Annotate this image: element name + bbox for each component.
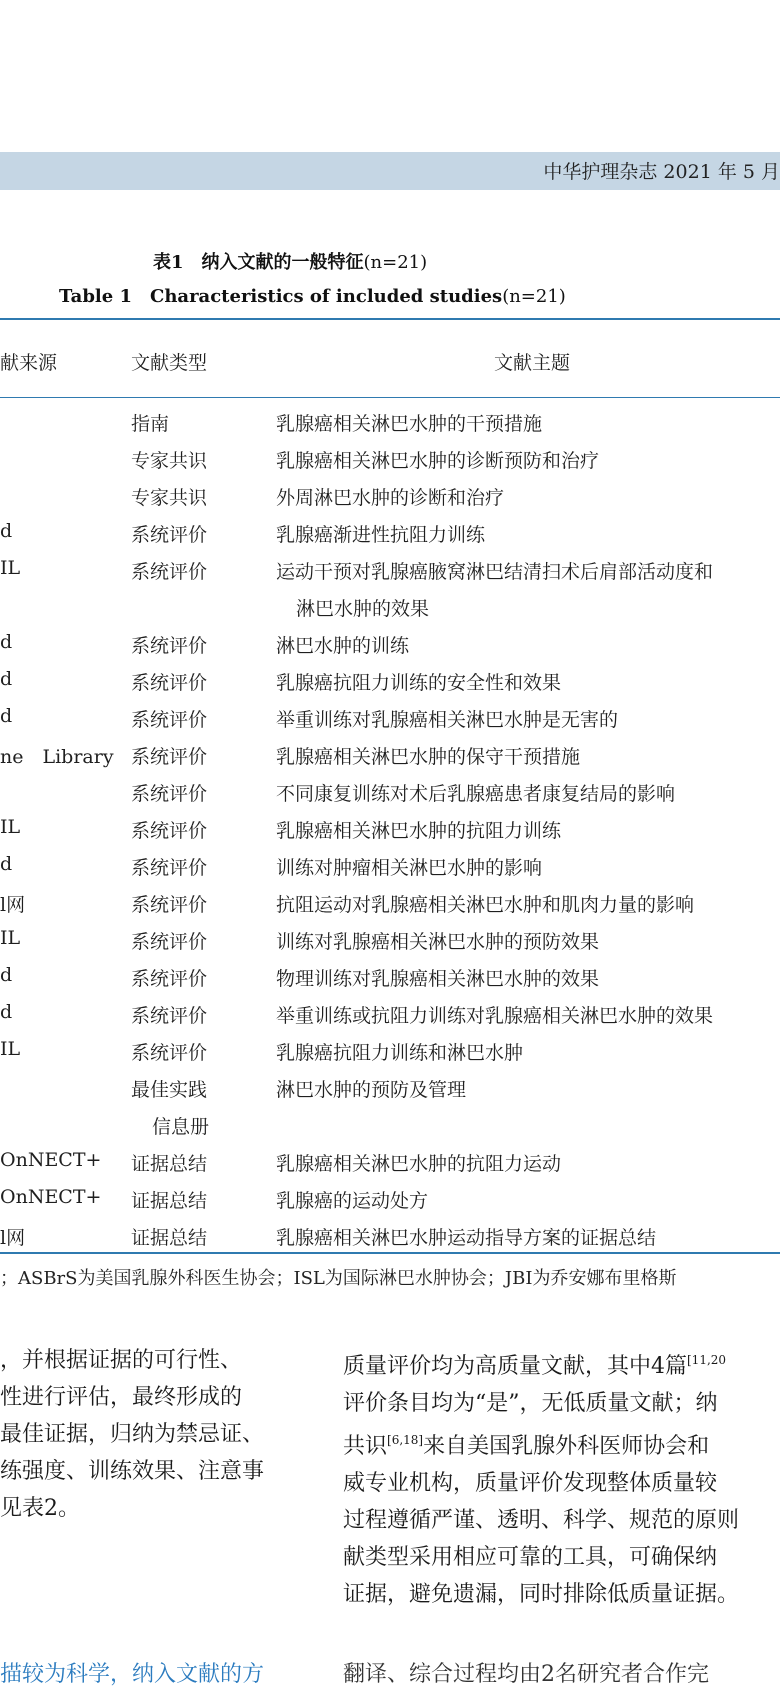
cell-type: 系统评价 [131,931,208,953]
citation-superscript: [11,20 [687,1353,727,1367]
cell-topic: 乳腺癌相关淋巴水肿的诊断预防和治疗 [276,450,600,472]
cell-topic: 乳腺癌抗阻力训练和淋巴水肿 [276,1042,524,1064]
cell-topic: 乳腺癌相关淋巴水肿的抗阻力训练 [276,820,562,842]
right-column-text [343,1342,739,1613]
cell-source: d [0,853,13,875]
cell-topic: 举重训练对乳腺癌相关淋巴水肿是无害的 [276,709,619,731]
table-bottom-rule [0,1252,780,1254]
paragraph-line: ，并根据证据的可行性、 [0,1348,243,1373]
cell-type: 系统评价 [131,968,208,990]
cell-topic-continued: 淋巴水肿的效果 [296,598,430,620]
cell-topic: 乳腺癌抗阻力训练的安全性和效果 [276,672,562,694]
cell-type: 系统评价 [131,857,208,879]
left-column-text [0,1342,264,1527]
table-header-rule [0,397,780,398]
paragraph-line: 见表2。 [0,1496,80,1521]
cell-type: 系统评价 [131,709,208,731]
cell-topic: 运动干预对乳腺癌腋窝淋巴结清扫术后肩部活动度和 [276,561,714,583]
journal-running-header: 中华护理杂志 2021 年 5 月 [543,161,780,183]
cell-topic: 乳腺癌渐进性抗阻力训练 [276,524,486,546]
cell-type-continued: 信息册 [152,1116,210,1138]
cell-type: 系统评价 [131,561,208,583]
paragraph-line: 过程遵循严谨、透明、科学、规范的原则 [343,1508,740,1533]
cell-type: 系统评价 [131,1005,208,1027]
table-top-rule [0,318,780,320]
cell-source: ne Library [0,746,114,768]
cell-source: d [0,964,13,986]
cell-topic: 乳腺癌相关淋巴水肿运动指导方案的证据总结 [276,1227,657,1249]
cell-topic: 外周淋巴水肿的诊断和治疗 [276,487,505,509]
cell-type: 专家共识 [131,487,208,509]
column-header-type: 文献类型 [131,352,208,374]
paragraph-line: 证据，避免遗漏，同时排除低质量证据。 [343,1582,740,1607]
cell-type: 证据总结 [131,1190,208,1212]
cell-source: OnNECT+ [0,1186,102,1208]
cell-source: d [0,705,13,727]
column-header-source: 献来源 [0,352,58,374]
cell-topic: 乳腺癌相关淋巴水肿的保守干预措施 [276,746,581,768]
cell-type: 系统评价 [131,746,208,768]
table-caption-cn: 表1 纳入文献的一般特征(n=21) [153,252,428,273]
cell-type: 系统评价 [131,524,208,546]
cell-topic: 训练对乳腺癌相关淋巴水肿的预防效果 [276,931,600,953]
paragraph-line: 练强度、训练效果、注意事 [0,1459,265,1484]
cell-source: d [0,520,13,542]
cell-source: l网 [0,894,26,916]
cell-type: 指南 [131,413,170,435]
paragraph-line: 性进行评估，最终形成的 [0,1385,243,1410]
table-caption-en: Table 1 Characteristics of included studies(n=21) [59,286,566,307]
cell-source: OnNECT+ [0,1149,102,1171]
paragraph-line: 评价条目均为“是”，无低质量文献；纳 [343,1391,718,1416]
table-footnote: ；ASBrS为美国乳腺外科医生协会；ISL为国际淋巴水肿协会；JBI为乔安娜布里格斯 [0,1268,677,1289]
paragraph-line: 威专业机构，质量评价发现整体质量较 [343,1471,718,1496]
cell-topic: 乳腺癌相关淋巴水肿的抗阻力运动 [276,1153,562,1175]
cell-source: IL [0,1038,21,1060]
cell-source: l网 [0,1227,26,1249]
column-header-topic: 文献主题 [494,352,571,374]
cell-source: d [0,1001,13,1023]
cell-topic: 举重训练或抗阻力训练对乳腺癌相关淋巴水肿的效果 [276,1005,714,1027]
cell-type: 系统评价 [131,894,208,916]
cell-source: d [0,631,13,653]
cell-topic: 乳腺癌相关淋巴水肿的干预措施 [276,413,543,435]
paragraph-line: 质量评价均为高质量文献，其中4篇$^{[11,20}$ [343,1353,727,1379]
cell-type: 系统评价 [131,1042,208,1064]
cell-topic: 物理训练对乳腺癌相关淋巴水肿的效果 [276,968,600,990]
cell-type: 专家共识 [131,450,208,472]
paragraph-line: 最佳证据，归纳为禁忌证、 [0,1422,265,1447]
cell-topic: 淋巴水肿的训练 [276,635,410,657]
cell-type: 系统评价 [131,635,208,657]
paragraph-line: 共识[6,18]来自美国乳腺外科医师协会和 [343,1433,710,1459]
cell-topic: 淋巴水肿的预防及管理 [276,1079,467,1101]
cell-topic: 训练对肿瘤相关淋巴水肿的影响 [276,857,543,879]
cut-off-text-line: 翻译、综合过程均由2名研究者合作完 [343,1662,709,1687]
cell-source: IL [0,927,21,949]
cell-topic: 抗阻运动对乳腺癌相关淋巴水肿和肌肉力量的影响 [276,894,695,916]
cell-source: d [0,668,13,690]
cell-type: 证据总结 [131,1153,208,1175]
cut-off-text-line: 描较为科学，纳入文献的方 [0,1662,265,1687]
citation-superscript: [6,18] [387,1433,424,1447]
cell-type: 最佳实践 [131,1079,208,1101]
cell-source: IL [0,816,21,838]
cell-type: 系统评价 [131,672,208,694]
cell-source: IL [0,557,21,579]
cell-topic: 不同康复训练对术后乳腺癌患者康复结局的影响 [276,783,676,805]
paragraph-line: 献类型采用相应可靠的工具，可确保纳 [343,1545,718,1570]
cell-type: 系统评价 [131,820,208,842]
cell-topic: 乳腺癌的运动处方 [276,1190,429,1212]
cell-type: 证据总结 [131,1227,208,1249]
cell-type: 系统评价 [131,783,208,805]
